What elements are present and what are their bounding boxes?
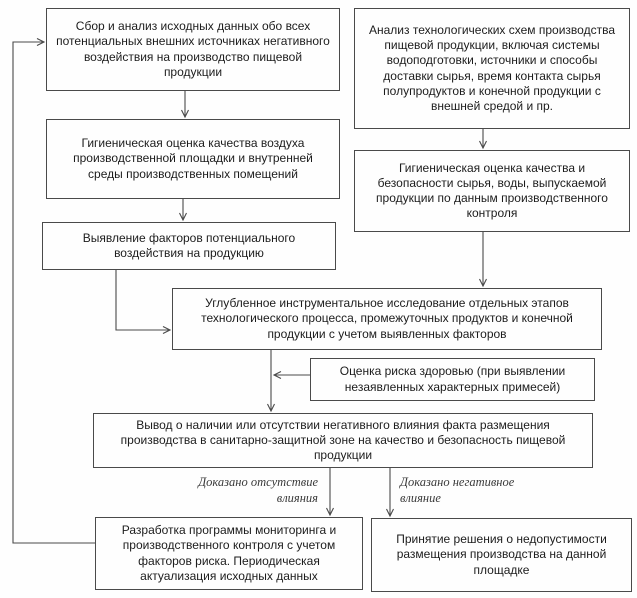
node-instrumental-research	[172, 288, 602, 350]
edge-label-negative-proven	[400, 474, 550, 506]
node-health-risk-assessment	[310, 358, 595, 401]
edge-label-absence-line1: Доказано отсутствие	[198, 475, 318, 489]
node-tech-scheme-analysis	[354, 8, 630, 129]
node-tech-label: Анализ технологических схем производства пищевой продукции, включая системы водоподготовки, источники и способы доставки сырья, время контакта сырья полупродуктов и конечной продукции с внешней средой и пр.	[369, 23, 615, 113]
node-collect-source-data	[46, 8, 340, 91]
node-factor-identification	[42, 222, 336, 270]
node-air-label: Гигиеническая оценка качества воздуха производственной площадки и внутренней среды производственных помещений	[73, 136, 313, 181]
node-instrumental-label: Углубленное инструментальное исследование отдельных этапов технологического процесса, промежуточных продуктов и конечной продукции с учетом выявленных факторов	[201, 296, 573, 341]
node-air-quality-assessment	[46, 119, 340, 199]
node-conclusion	[93, 413, 593, 468]
node-monitoring-program	[95, 517, 363, 590]
edge-label-negative-line1: Доказано негативное	[400, 475, 515, 489]
node-monitoring-label: Разработка программы мониторинга и производственного контроля с учетом факторов риска. Периодическая актуализация исходных данных	[121, 523, 337, 583]
node-raw-label: Гигиеническая оценка качества и безопасности сырья, воды, выпускаемой продукции по данным производственного контроля	[376, 160, 608, 221]
node-raw-materials-assessment	[354, 150, 630, 232]
feedback-monitoring-to-collect	[13, 42, 95, 543]
edge-label-negative-line2: влияние	[400, 491, 441, 505]
edge-label-absence-line2: влияния	[276, 491, 318, 505]
node-rejection-label: Принятие решения о недопустимости размещения производства на данной площадке	[396, 532, 607, 577]
node-risk-label: Оценка риска здоровью (при выявлении незаявленных характерных примесей)	[339, 364, 566, 394]
edge-label-absence-proven	[160, 474, 318, 506]
node-factors-label: Выявление факторов потенциального воздействия на продукцию	[82, 230, 296, 260]
arrow-factors-to-instrumental	[116, 270, 170, 330]
node-collect-label: Сбор и анализ исходных данных обо всех потенциальных внешних источниках негативного воздействия на производство пищевой продукции	[56, 19, 330, 79]
node-conclusion-label: Вывод о наличии или отсутствии негативного влияния факта размещения производства в санитарно-защитной зоне на качество и безопасность пищевой продукции	[120, 417, 566, 463]
node-rejection-decision	[371, 518, 632, 592]
